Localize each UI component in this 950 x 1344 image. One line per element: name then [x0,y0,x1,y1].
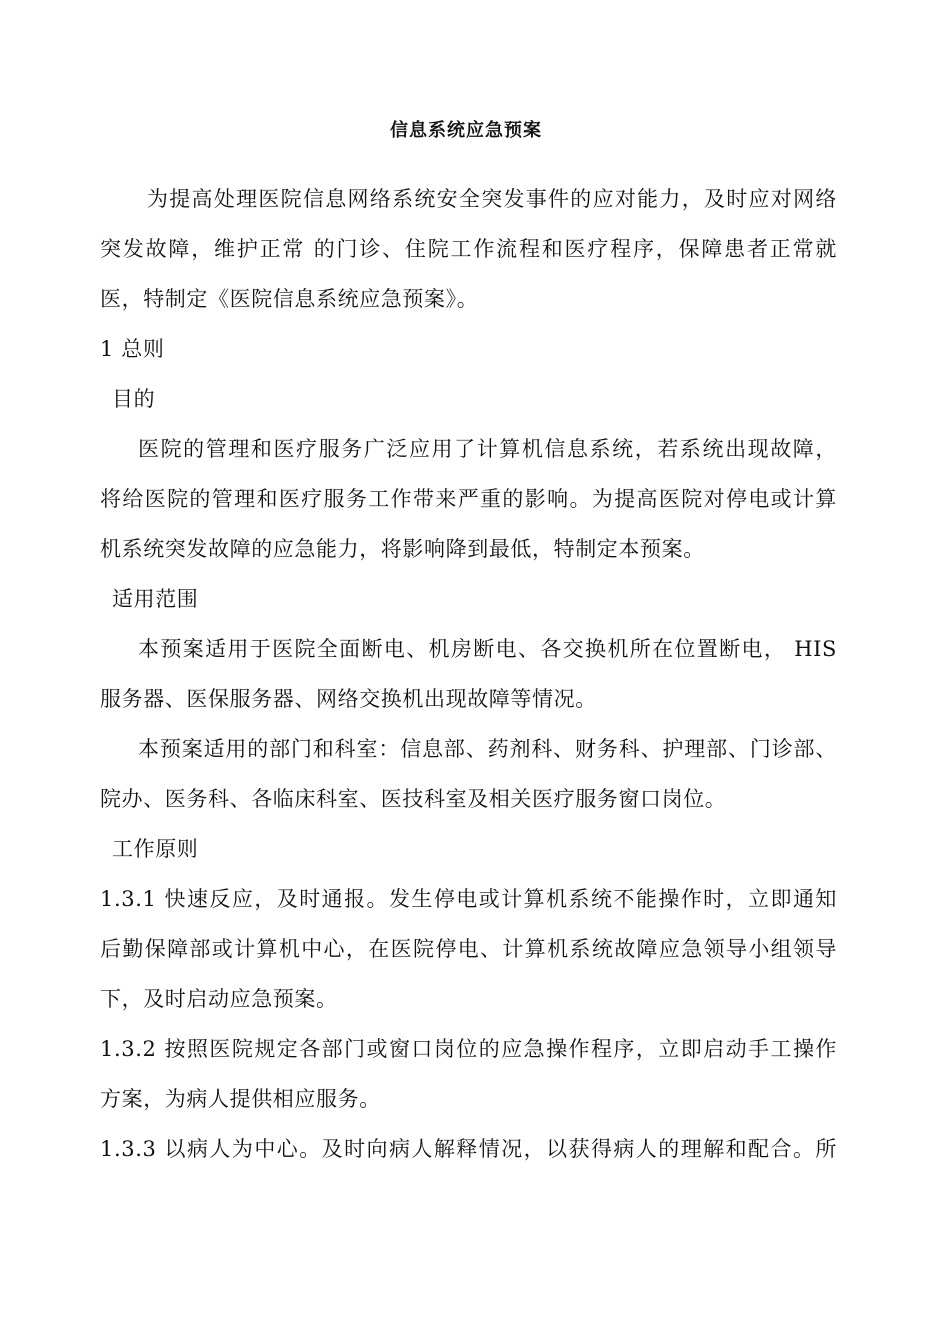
paragraph-line: 将给医院的管理和医疗服务工作带来严重的影响。为提高医院对停电或计算 [100,487,837,511]
paragraph-line: 医院的管理和医疗服务广泛应用了计算机信息系统，若系统出现故障， [138,437,837,461]
paragraph-line: 后勤保障部或计算机中心，在医院停电、计算机系统故障应急领导小组领导 [100,937,837,961]
paragraph-line: 医，特制定《医院信息系统应急预案》。 [100,287,479,311]
paragraph-line: 突发故障，维护正常 的门诊、住院工作流程和医疗程序，保障患者正常就 [100,237,837,261]
paragraph-line: 为提高处理医院信息网络系统安全突发事件的应对能力，及时应对网络 [147,187,837,211]
subsection-heading: 目的 [112,387,156,411]
paragraph-line: 1.3.3 以病人为中心。及时向病人解释情况，以获得病人的理解和配合。所 [100,1137,837,1161]
document-title: 信息系统应急预案 [390,120,542,141]
paragraph-line: 机系统突发故障的应急能力，将影响降到最低，特制定本预案。 [100,537,705,561]
paragraph-line: 服务器、医保服务器、网络交换机出现故障等情况。 [100,687,597,711]
paragraph-line: 1.3.2 按照医院规定各部门或窗口岗位的应急操作程序，立即启动手工操作 [100,1037,837,1061]
subsection-heading: 适用范围 [112,587,199,611]
paragraph-line: 本预案适用于医院全面断电、机房断电、各交换机所在位置断电， HIS [138,637,837,661]
paragraph-line: 院办、医务科、各临床科室、医技科室及相关医疗服务窗口岗位。 [100,787,727,811]
paragraph-line: 1.3.1 快速反应，及时通报。发生停电或计算机系统不能操作时，立即通知 [100,887,837,911]
paragraph-line: 本预案适用的部门和科室：信息部、药剂科、财务科、护理部、门诊部、 [138,737,837,761]
section-heading: 1 总则 [100,337,165,361]
paragraph-line: 下，及时启动应急预案。 [100,987,338,1011]
paragraph-line: 方案，为病人提供相应服务。 [100,1087,381,1111]
subsection-heading: 工作原则 [112,837,199,861]
